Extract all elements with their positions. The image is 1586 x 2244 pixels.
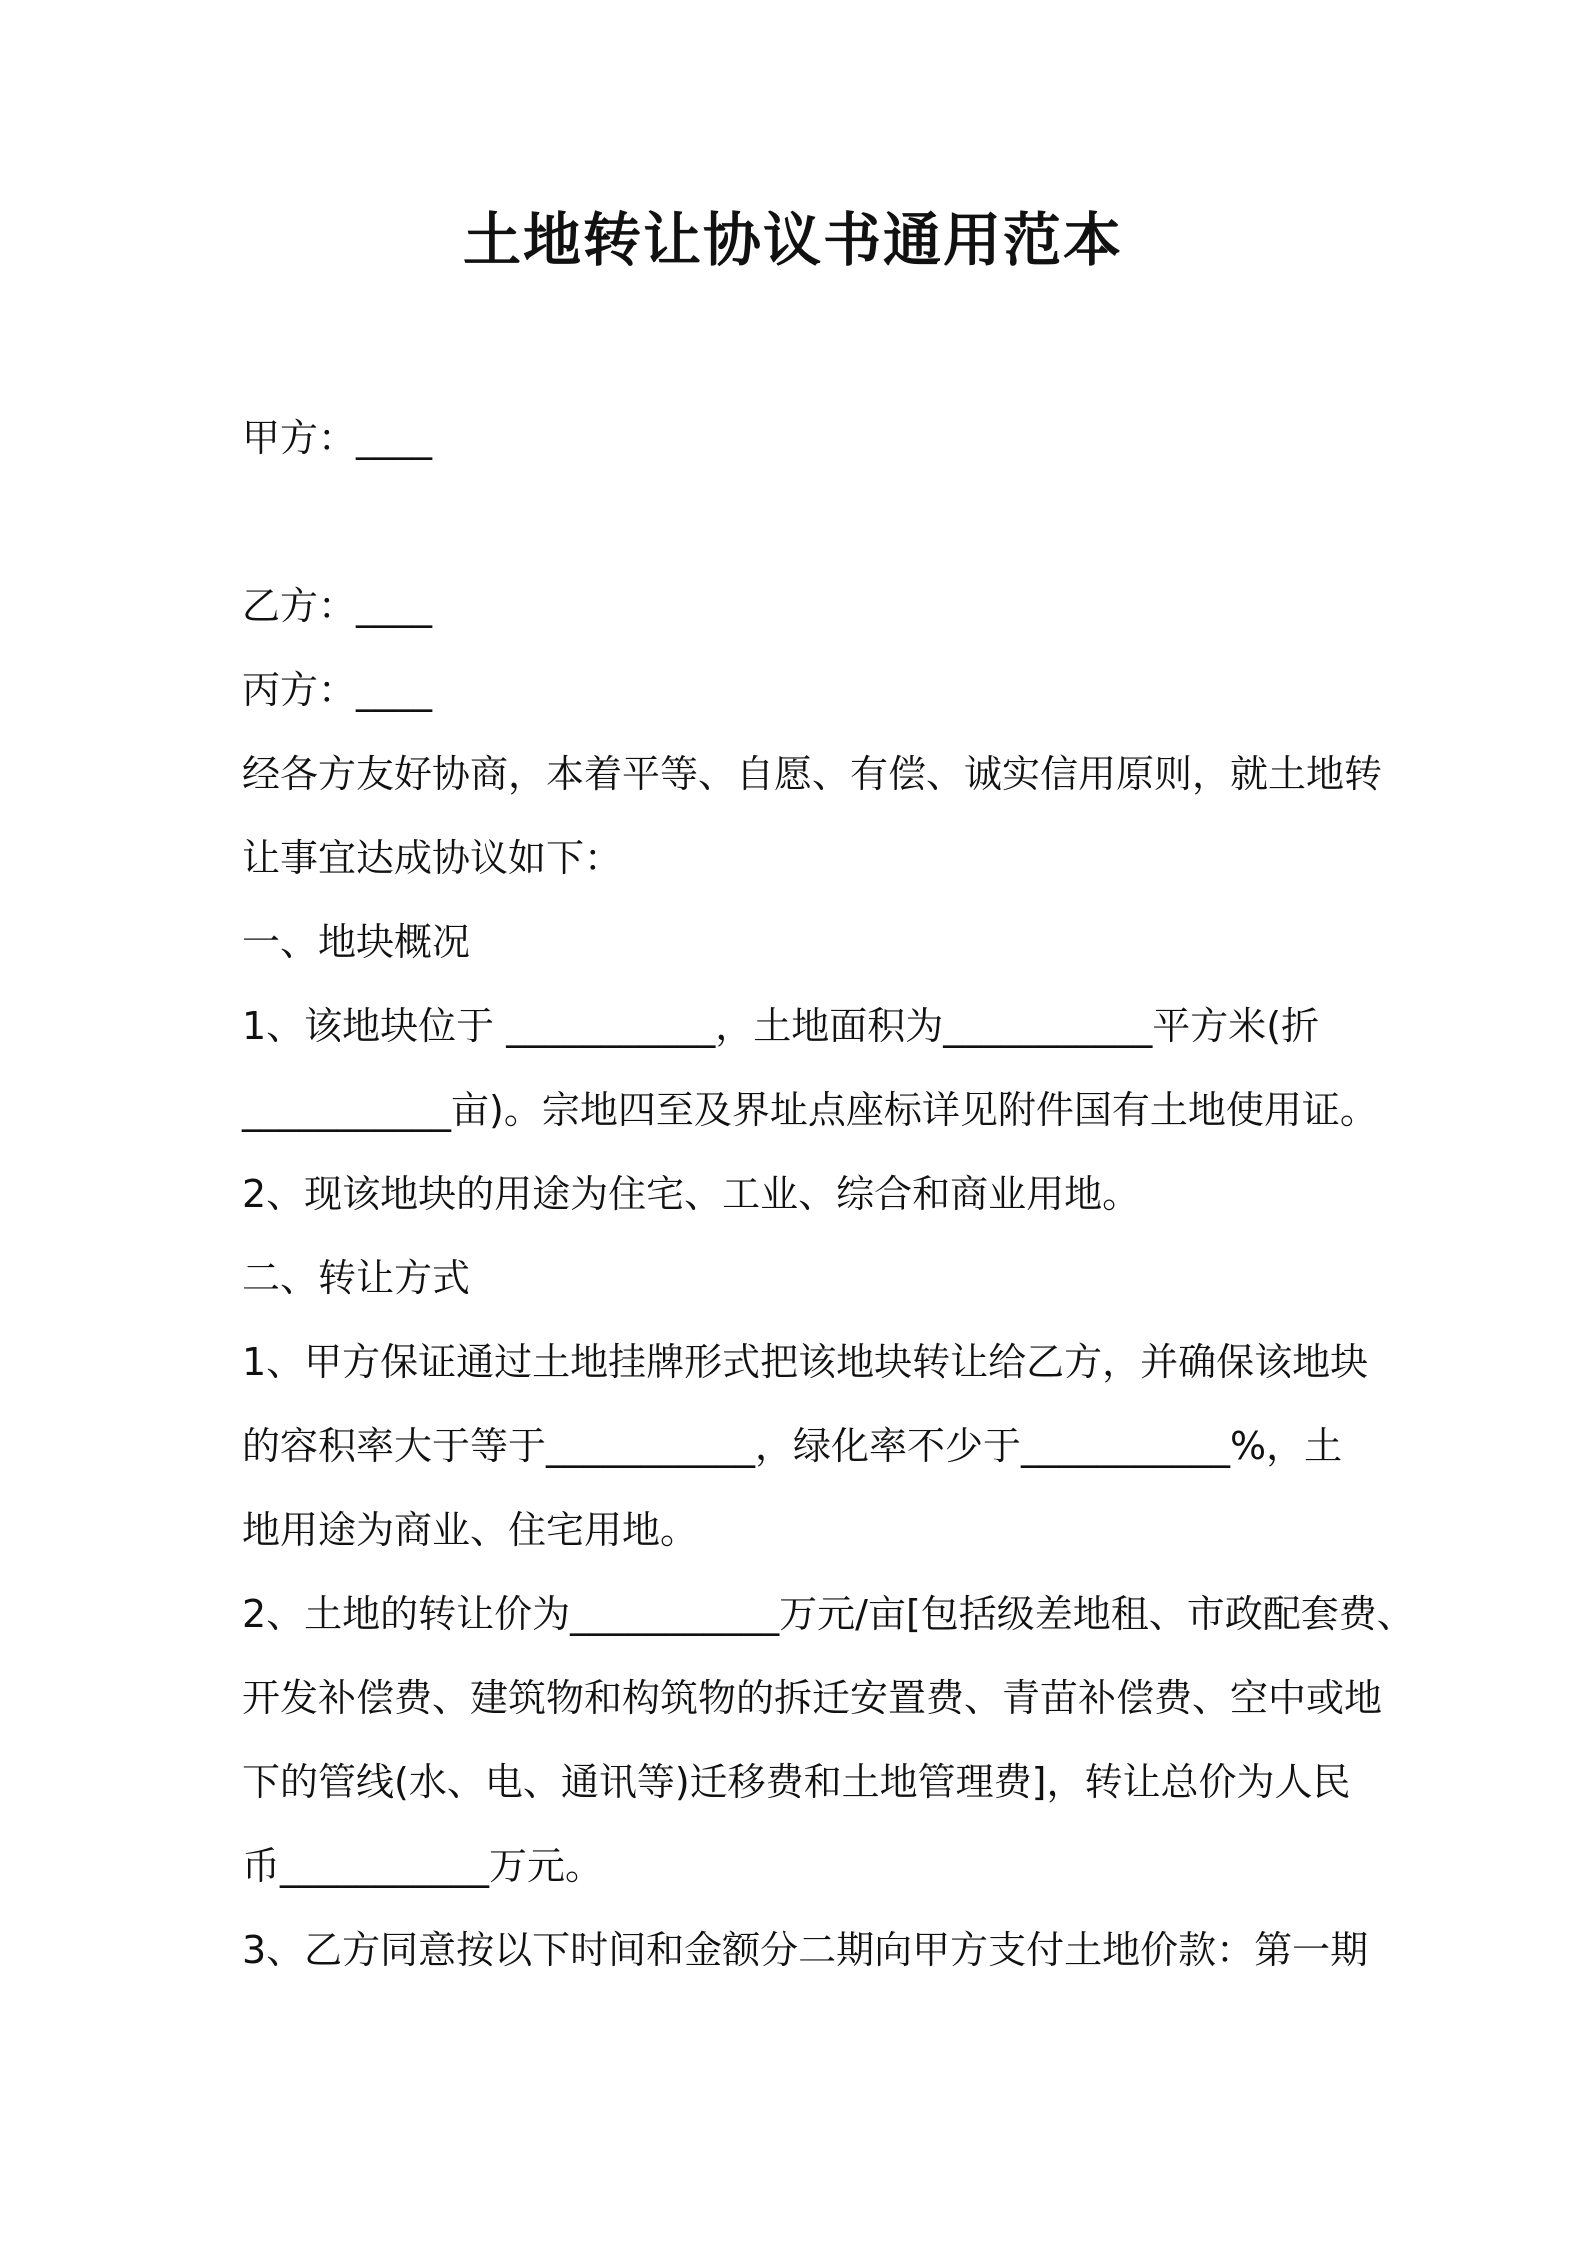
paragraph-line: 2、现该地块的用途为住宅、工业、综合和商业用地。 xyxy=(242,1172,1141,1216)
party-c-line: 丙方：____ xyxy=(242,668,433,712)
paragraph-line: 1、甲方保证通过土地挂牌形式把该地块转让给乙方，并确保该地块 xyxy=(242,1340,1369,1384)
paragraph-line: 币___________万元。 xyxy=(242,1844,604,1888)
paragraph-line: 经各方友好协商，本着平等、自愿、有偿、诚实信用原则，就土地转 xyxy=(242,752,1383,796)
paragraph-line: 地用途为商业、住宅用地。 xyxy=(242,1508,699,1552)
paragraph-line: 的容积率大于等于___________，绿化率不少于___________%，土 xyxy=(242,1424,1343,1468)
paragraph-line: 下的管线(水、电、通讯等)迁移费和土地管理费]，转让总价为人民 xyxy=(242,1760,1351,1804)
paragraph-line: 开发补偿费、建筑物和构筑物的拆迁安置费、青苗补偿费、空中或地 xyxy=(242,1676,1383,1720)
paragraph-line: ___________亩)。宗地四至及界址点座标详见附件国有土地使用证。 xyxy=(242,1088,1378,1132)
paragraph-line: 3、乙方同意按以下时间和金额分二期向甲方支付土地价款：第一期 xyxy=(242,1928,1369,1972)
paragraph-line: 2、土地的转让价为___________万元/亩[包括级差地租、市政配套费、 xyxy=(242,1592,1415,1636)
section-heading: 二、转让方式 xyxy=(242,1256,471,1300)
document-title: 土地转让协议书通用范本 xyxy=(462,206,1123,274)
section-heading: 一、地块概况 xyxy=(242,920,471,964)
party-a-line: 甲方：____ xyxy=(242,416,433,460)
party-b-line: 乙方：____ xyxy=(242,584,433,628)
paragraph-line: 1、该地块位于 ___________，土地面积为___________平方米(折 xyxy=(242,1004,1320,1048)
paragraph-line: 让事宜达成协议如下： xyxy=(242,836,623,880)
